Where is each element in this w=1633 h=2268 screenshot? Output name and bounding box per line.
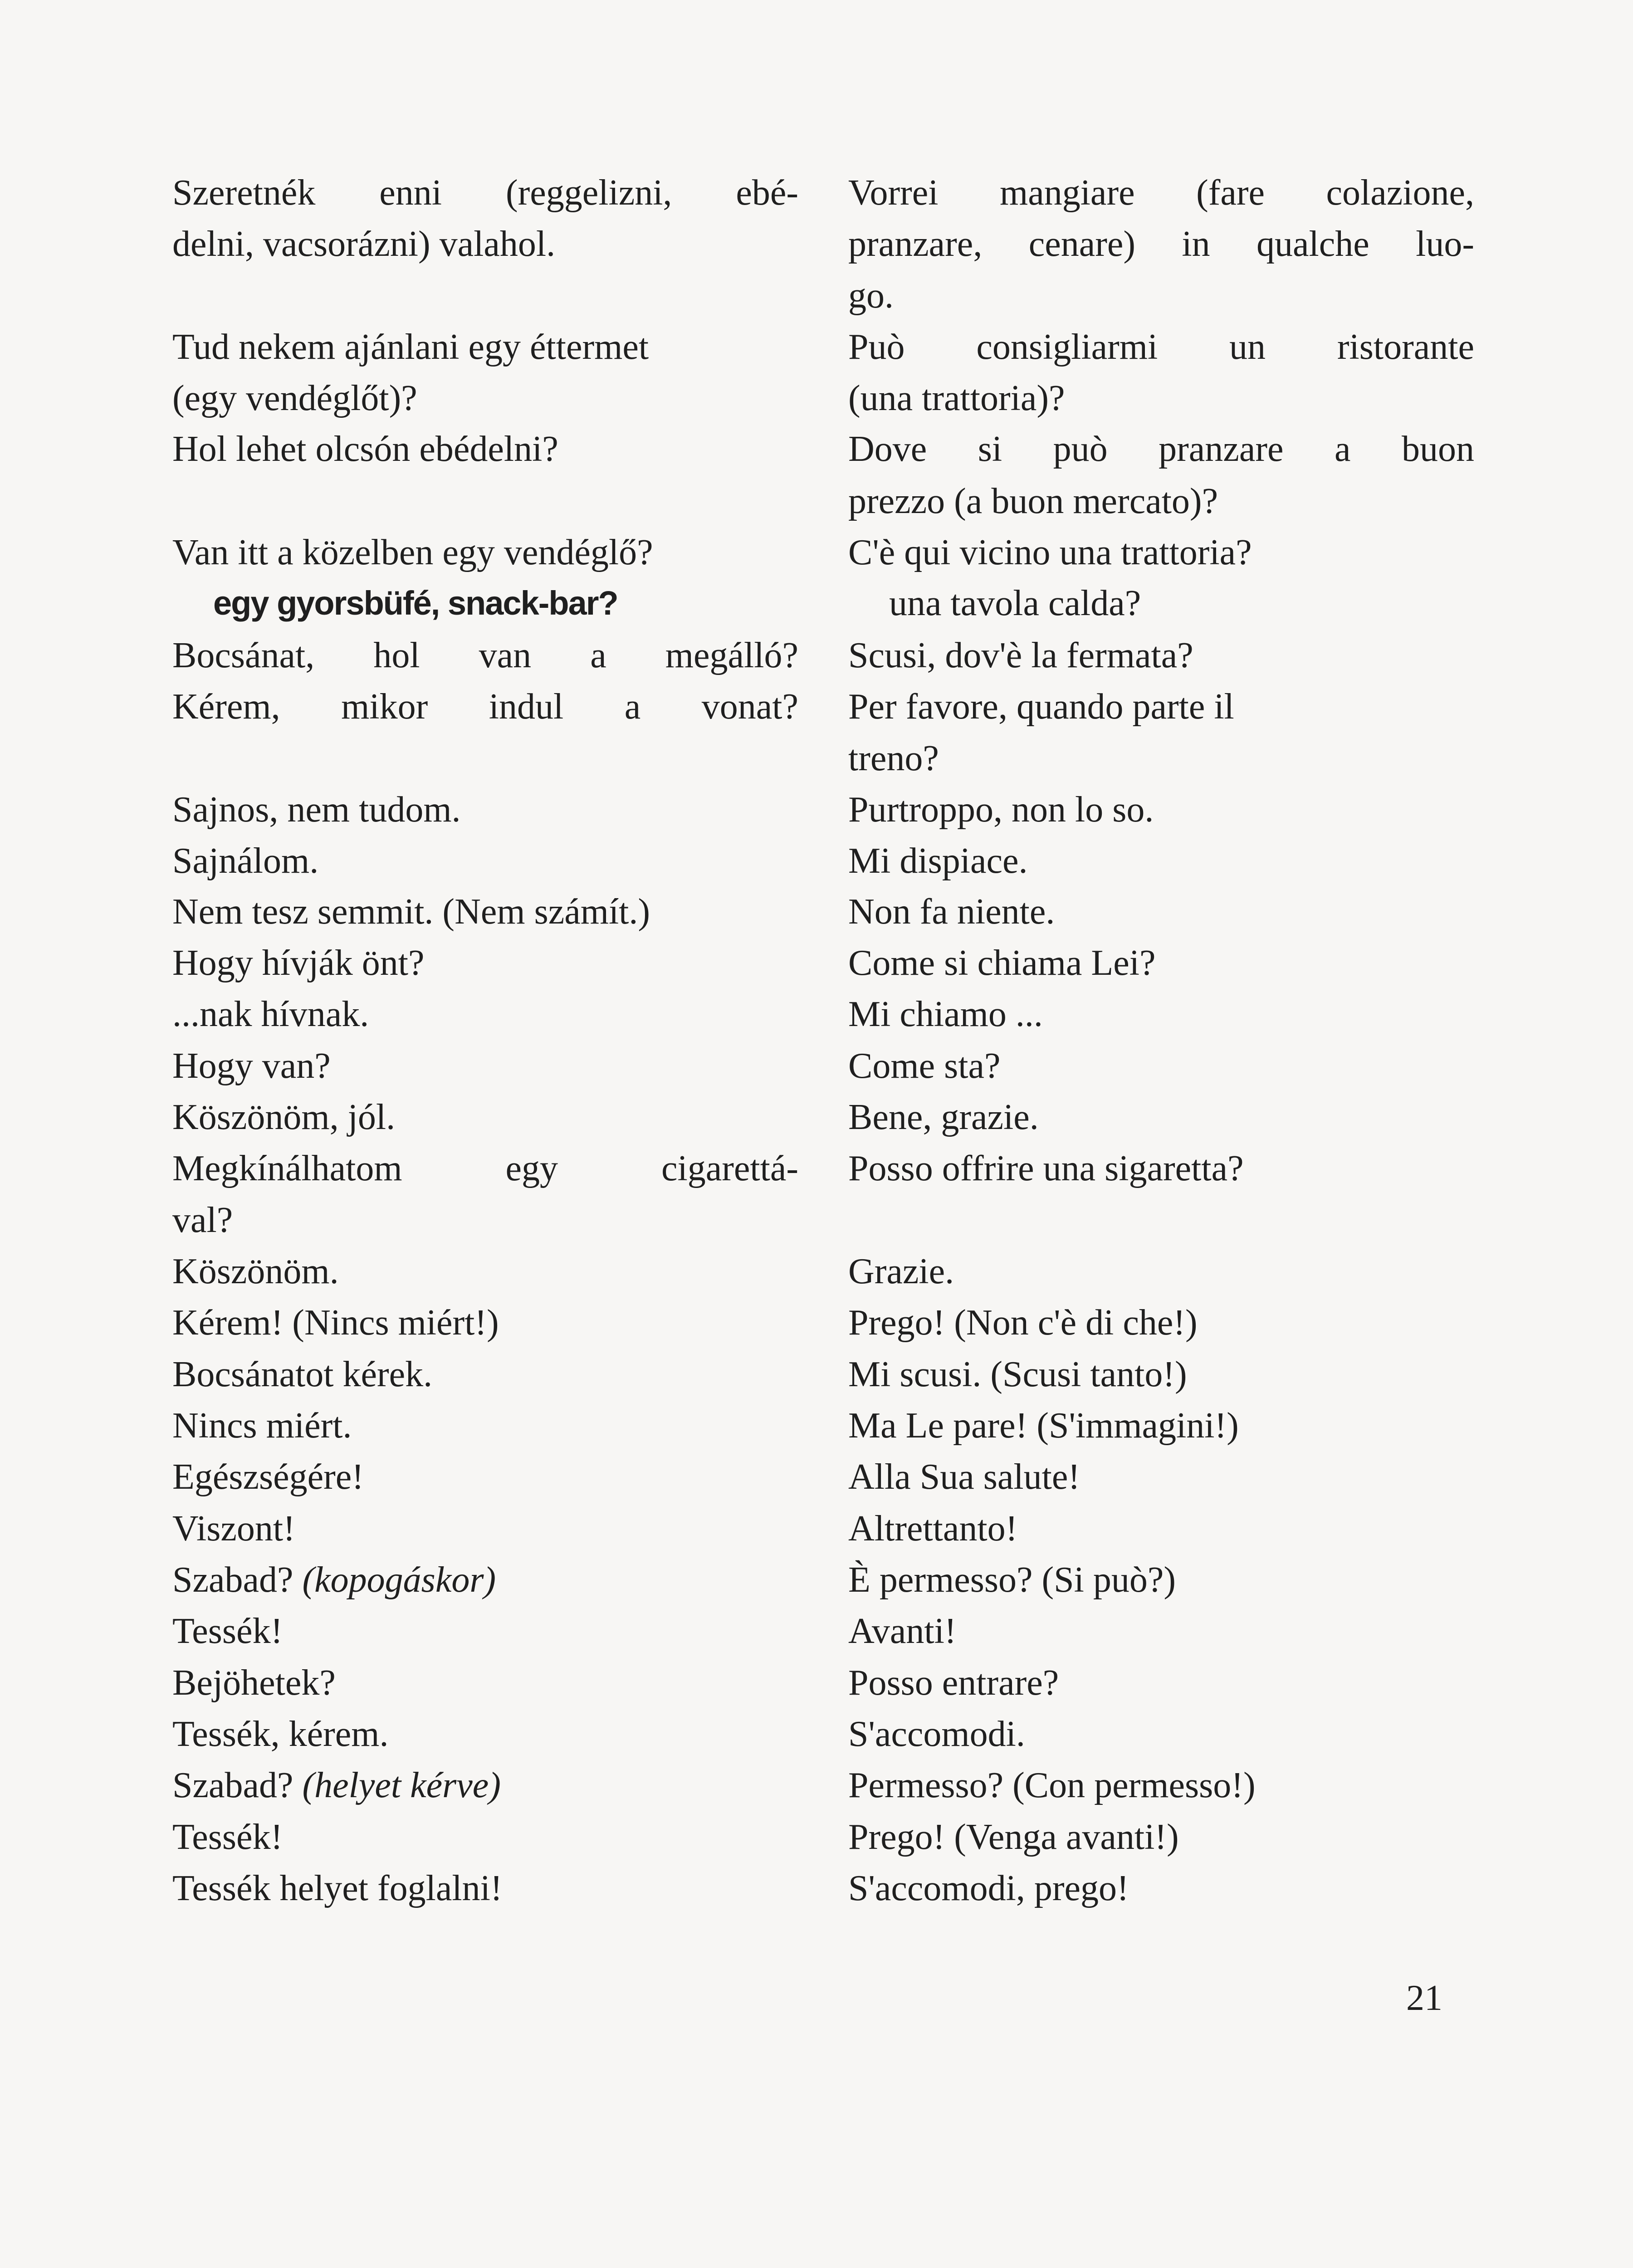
hu-line-26: Tessék! (172, 1611, 283, 1651)
it-line-2: pranzare, cenare) in qualche luo- (848, 224, 1474, 264)
it-line-1: Vorrei mangiare (fare colazione, (848, 173, 1474, 213)
it-line-22: Prego! (Non c'è di che!) (848, 1303, 1198, 1343)
hu-line-21: Bocsánatot kérek. (172, 1354, 433, 1394)
it-line-26: Altrettanto! (848, 1509, 1018, 1549)
hu-line-17: Megkínálhatom egy cigarettá- (172, 1149, 798, 1188)
it-line-24: Ma Le pare! (S'immagini!) (848, 1406, 1239, 1446)
hu-line-8: Bocsánat, hol van a megálló? (172, 635, 798, 675)
it-line-23: Mi scusi. (Scusi tanto!) (848, 1354, 1187, 1394)
hu-line-30: Tessék! (172, 1817, 283, 1857)
hu-line-22: Nincs miért. (172, 1406, 352, 1446)
hu-line-6: Van itt a közelben egy vendéglő? (172, 533, 653, 572)
it-line-33: S'accomodi, prego! (848, 1868, 1129, 1908)
it-line-5: (una trattoria)? (848, 378, 1065, 418)
hu-line-7: egy gyorsbüfé, snack-bar? (213, 584, 618, 622)
hu-line-16: Köszönöm, jól. (172, 1097, 396, 1137)
it-line-11: Per favore, quando parte il (848, 687, 1234, 727)
hu-line-9: Kérem, mikor indul a vonat? (172, 687, 798, 727)
hu-line-25-note: (kopogáskor) (302, 1560, 496, 1600)
hu-line-10: Sajnos, nem tudom. (172, 790, 461, 830)
hu-line-12: Nem tesz semmit. (Nem számít.) (172, 892, 650, 932)
hu-line-29-note: (helyet kérve) (302, 1765, 501, 1805)
it-line-13: Purtroppo, non lo so. (848, 790, 1154, 830)
it-line-6: Dove si può pranzare a buon (848, 429, 1474, 469)
it-line-16: Come si chiama Lei? (848, 943, 1156, 983)
it-line-7: prezzo (a buon mercato)? (848, 481, 1218, 521)
hu-line-29-text: Szabad? (172, 1765, 293, 1805)
it-line-17: Mi chiamo ... (848, 994, 1043, 1034)
it-line-21: Grazie. (848, 1251, 954, 1291)
page-number: 21 (1406, 1978, 1442, 2018)
it-line-28: Avanti! (848, 1611, 957, 1651)
it-line-30: S'accomodi. (848, 1714, 1025, 1754)
hu-line-31: Tessék helyet foglalni! (172, 1868, 503, 1908)
it-line-27: È permesso? (Si può?) (848, 1560, 1176, 1600)
hu-line-4: (egy vendéglőt)? (172, 378, 417, 418)
it-line-12: treno? (848, 738, 939, 778)
it-line-19: Bene, grazie. (848, 1097, 1039, 1137)
hu-line-11: Sajnálom. (172, 841, 319, 881)
hu-line-24: Viszont! (172, 1509, 295, 1549)
it-line-25: Alla Sua salute! (848, 1457, 1080, 1497)
it-line-29: Posso entrare? (848, 1663, 1059, 1703)
it-line-4: Può consigliarmi un ristorante (848, 327, 1474, 367)
hu-line-20: Kérem! (Nincs miért!) (172, 1303, 499, 1343)
it-line-3: go. (848, 276, 894, 316)
hu-line-23: Egészségére! (172, 1457, 364, 1497)
it-line-31: Permesso? (Con permesso!) (848, 1765, 1256, 1805)
hu-line-25 (172, 1557, 798, 1603)
hu-line-28: Tessék, kérem. (172, 1714, 389, 1754)
hu-line-13: Hogy hívják önt? (172, 943, 425, 983)
hu-line-14: ...nak hívnak. (172, 994, 369, 1034)
it-line-32: Prego! (Venga avanti!) (848, 1817, 1179, 1857)
hu-line-15: Hogy van? (172, 1046, 331, 1086)
hu-line-27: Bejöhetek? (172, 1663, 336, 1703)
hu-line-5: Hol lehet olcsón ebédelni? (172, 429, 558, 469)
it-line-10: Scusi, dov'è la fermata? (848, 635, 1193, 675)
it-line-15: Non fa niente. (848, 892, 1055, 932)
it-line-14: Mi dispiace. (848, 841, 1028, 881)
hu-line-18: val? (172, 1200, 233, 1240)
it-line-20: Posso offrire una sigaretta? (848, 1149, 1244, 1188)
hu-line-25-text: Szabad? (172, 1560, 293, 1600)
hu-line-19: Köszönöm. (172, 1251, 339, 1291)
hu-line-2: delni, vacsorázni) valahol. (172, 224, 556, 264)
it-line-8: C'è qui vicino una trattoria? (848, 533, 1252, 572)
hu-line-29 (172, 1763, 798, 1808)
it-line-18: Come sta? (848, 1046, 1001, 1086)
it-line-9: una tavola calda? (889, 583, 1141, 623)
hu-line-1: Szeretnék enni (reggelizni, ebé- (172, 173, 798, 213)
hu-line-3: Tud nekem ajánlani egy éttermet (172, 327, 649, 367)
